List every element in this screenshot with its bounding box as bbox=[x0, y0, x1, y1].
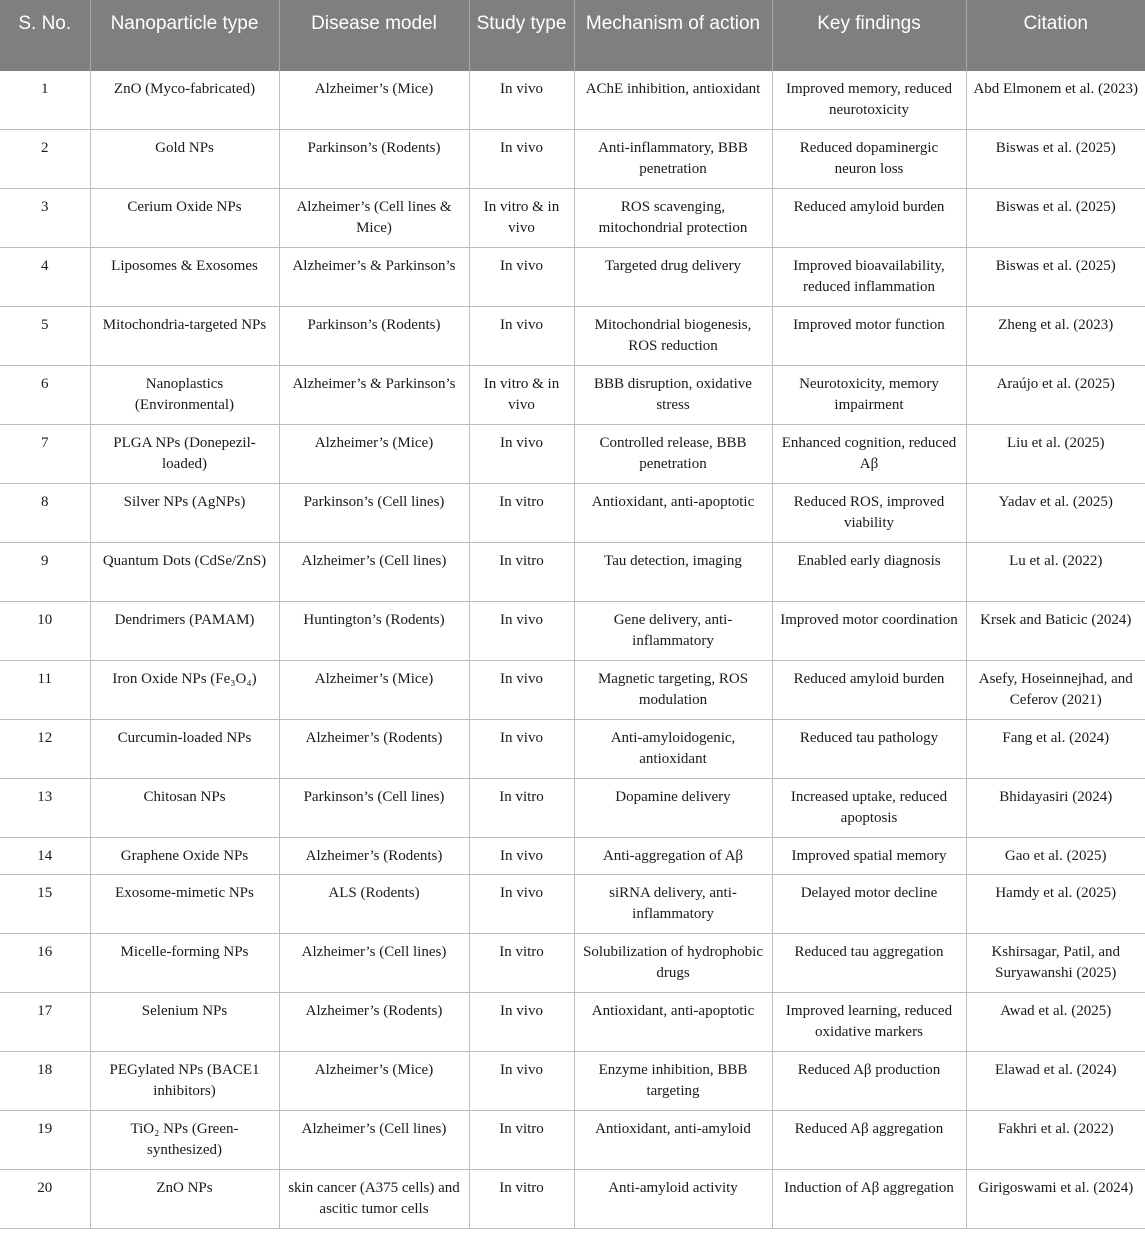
cell-study-type: In vivo bbox=[469, 661, 574, 720]
cell-mechanism: Gene delivery, anti-inflammatory bbox=[574, 602, 772, 661]
header-nanoparticle-type: Nanoparticle type bbox=[90, 0, 279, 71]
cell-citation: Asefy, Hoseinnejhad, and Ceferov (2021) bbox=[966, 661, 1145, 720]
cell-nanoparticle-type: Graphene Oxide NPs bbox=[90, 838, 279, 875]
cell-nanoparticle-type: Silver NPs (AgNPs) bbox=[90, 484, 279, 543]
cell-disease-model: Alzheimer’s (Mice) bbox=[279, 661, 469, 720]
cell-key-findings: Delayed motor decline bbox=[772, 875, 966, 934]
cell-study-type: In vitro bbox=[469, 1111, 574, 1170]
cell-serial-number: 4 bbox=[0, 248, 90, 307]
cell-key-findings: Reduced tau aggregation bbox=[772, 934, 966, 993]
table-row bbox=[0, 1052, 1145, 1111]
cell-nanoparticle-type: Cerium Oxide NPs bbox=[90, 189, 279, 248]
cell-study-type: In vivo bbox=[469, 425, 574, 484]
cell-serial-number: 8 bbox=[0, 484, 90, 543]
cell-mechanism: siRNA delivery, anti-inflammatory bbox=[574, 875, 772, 934]
cell-serial-number: 19 bbox=[0, 1111, 90, 1170]
table-row bbox=[0, 838, 1145, 875]
cell-citation: Abd Elmonem et al. (2023) bbox=[966, 71, 1145, 130]
cell-nanoparticle-type: Liposomes & Exosomes bbox=[90, 248, 279, 307]
cell-mechanism: Antioxidant, anti-apoptotic bbox=[574, 993, 772, 1052]
cell-nanoparticle-type: Quantum Dots (CdSe/ZnS) bbox=[90, 543, 279, 602]
cell-citation: Krsek and Baticic (2024) bbox=[966, 602, 1145, 661]
cell-key-findings: Reduced dopaminergic neuron loss bbox=[772, 130, 966, 189]
table-row bbox=[0, 71, 1145, 130]
table-row bbox=[0, 779, 1145, 838]
cell-serial-number: 18 bbox=[0, 1052, 90, 1111]
cell-serial-number: 16 bbox=[0, 934, 90, 993]
cell-study-type: In vivo bbox=[469, 248, 574, 307]
cell-serial-number: 10 bbox=[0, 602, 90, 661]
cell-disease-model: Alzheimer’s (Rodents) bbox=[279, 993, 469, 1052]
table-row bbox=[0, 1170, 1145, 1229]
cell-mechanism: Mitochondrial biogenesis, ROS reduction bbox=[574, 307, 772, 366]
cell-disease-model: Parkinson’s (Rodents) bbox=[279, 307, 469, 366]
cell-citation: Lu et al. (2022) bbox=[966, 543, 1145, 602]
cell-serial-number: 5 bbox=[0, 307, 90, 366]
cell-mechanism: Solubilization of hydrophobic drugs bbox=[574, 934, 772, 993]
cell-serial-number: 7 bbox=[0, 425, 90, 484]
cell-disease-model: Alzheimer’s (Cell lines) bbox=[279, 543, 469, 602]
cell-nanoparticle-type: ZnO NPs bbox=[90, 1170, 279, 1229]
cell-study-type: In vivo bbox=[469, 130, 574, 189]
table-row bbox=[0, 543, 1145, 602]
cell-key-findings: Reduced amyloid burden bbox=[772, 661, 966, 720]
cell-study-type: In vivo bbox=[469, 875, 574, 934]
cell-citation: Araújo et al. (2025) bbox=[966, 366, 1145, 425]
table-row bbox=[0, 661, 1145, 720]
cell-key-findings: Enabled early diagnosis bbox=[772, 543, 966, 602]
header-mechanism: Mechanism of action bbox=[574, 0, 772, 71]
cell-study-type: In vivo bbox=[469, 71, 574, 130]
cell-nanoparticle-type: Gold NPs bbox=[90, 130, 279, 189]
cell-mechanism: Antioxidant, anti-amyloid bbox=[574, 1111, 772, 1170]
cell-disease-model: Parkinson’s (Cell lines) bbox=[279, 484, 469, 543]
cell-citation: Girigoswami et al. (2024) bbox=[966, 1170, 1145, 1229]
cell-mechanism: Dopamine delivery bbox=[574, 779, 772, 838]
cell-serial-number: 14 bbox=[0, 838, 90, 875]
cell-key-findings: Induction of Aβ aggregation bbox=[772, 1170, 966, 1229]
cell-study-type: In vivo bbox=[469, 720, 574, 779]
cell-disease-model: ALS (Rodents) bbox=[279, 875, 469, 934]
cell-mechanism: Controlled release, BBB penetration bbox=[574, 425, 772, 484]
cell-mechanism: Antioxidant, anti-apoptotic bbox=[574, 484, 772, 543]
cell-study-type: In vivo bbox=[469, 602, 574, 661]
table-row bbox=[0, 934, 1145, 993]
cell-key-findings: Improved motor coordination bbox=[772, 602, 966, 661]
cell-citation: Bhidayasiri (2024) bbox=[966, 779, 1145, 838]
cell-nanoparticle-type: Mitochondria-targeted NPs bbox=[90, 307, 279, 366]
cell-key-findings: Reduced Aβ production bbox=[772, 1052, 966, 1111]
cell-disease-model: Alzheimer’s (Cell lines) bbox=[279, 934, 469, 993]
cell-serial-number: 12 bbox=[0, 720, 90, 779]
cell-mechanism: Anti-aggregation of Aβ bbox=[574, 838, 772, 875]
cell-disease-model: Alzheimer’s (Cell lines) bbox=[279, 1111, 469, 1170]
cell-disease-model: Alzheimer’s (Mice) bbox=[279, 71, 469, 130]
table-row bbox=[0, 425, 1145, 484]
cell-key-findings: Improved memory, reduced neurotoxicity bbox=[772, 71, 966, 130]
cell-key-findings: Improved learning, reduced oxidative markers bbox=[772, 993, 966, 1052]
cell-serial-number: 1 bbox=[0, 71, 90, 130]
cell-study-type: In vitro bbox=[469, 934, 574, 993]
cell-nanoparticle-type: Curcumin-loaded NPs bbox=[90, 720, 279, 779]
cell-key-findings: Improved motor function bbox=[772, 307, 966, 366]
cell-citation: Hamdy et al. (2025) bbox=[966, 875, 1145, 934]
table-row bbox=[0, 602, 1145, 661]
table-row bbox=[0, 248, 1145, 307]
table-row bbox=[0, 366, 1145, 425]
cell-disease-model: Alzheimer’s (Rodents) bbox=[279, 720, 469, 779]
cell-mechanism: Magnetic targeting, ROS modulation bbox=[574, 661, 772, 720]
cell-key-findings: Reduced amyloid burden bbox=[772, 189, 966, 248]
cell-study-type: In vitro & in vivo bbox=[469, 366, 574, 425]
cell-nanoparticle-type: Selenium NPs bbox=[90, 993, 279, 1052]
cell-study-type: In vivo bbox=[469, 838, 574, 875]
cell-serial-number: 11 bbox=[0, 661, 90, 720]
cell-nanoparticle-type: PLGA NPs (Donepezil-loaded) bbox=[90, 425, 279, 484]
cell-disease-model: skin cancer (A375 cells) and ascitic tumor cells bbox=[279, 1170, 469, 1229]
cell-serial-number: 17 bbox=[0, 993, 90, 1052]
cell-citation: Kshirsagar, Patil, and Suryawanshi (2025) bbox=[966, 934, 1145, 993]
cell-citation: Gao et al. (2025) bbox=[966, 838, 1145, 875]
cell-mechanism: BBB disruption, oxidative stress bbox=[574, 366, 772, 425]
cell-mechanism: ROS scavenging, mitochondrial protection bbox=[574, 189, 772, 248]
cell-disease-model: Parkinson’s (Rodents) bbox=[279, 130, 469, 189]
cell-citation: Awad et al. (2025) bbox=[966, 993, 1145, 1052]
header-study-type: Study type bbox=[469, 0, 574, 71]
table-row bbox=[0, 484, 1145, 543]
cell-mechanism: Tau detection, imaging bbox=[574, 543, 772, 602]
cell-key-findings: Improved spatial memory bbox=[772, 838, 966, 875]
cell-disease-model: Alzheimer’s (Cell lines & Mice) bbox=[279, 189, 469, 248]
cell-nanoparticle-type: Nanoplastics (Environmental) bbox=[90, 366, 279, 425]
cell-key-findings: Enhanced cognition, reduced Aβ bbox=[772, 425, 966, 484]
cell-mechanism: Anti-amyloidogenic, antioxidant bbox=[574, 720, 772, 779]
cell-nanoparticle-type: Iron Oxide NPs (Fe₃O₄) bbox=[90, 661, 279, 720]
cell-study-type: In vitro & in vivo bbox=[469, 189, 574, 248]
cell-nanoparticle-type: Exosome-mimetic NPs bbox=[90, 875, 279, 934]
cell-serial-number: 15 bbox=[0, 875, 90, 934]
table-row bbox=[0, 1111, 1145, 1170]
cell-key-findings: Reduced ROS, improved viability bbox=[772, 484, 966, 543]
cell-serial-number: 6 bbox=[0, 366, 90, 425]
cell-nanoparticle-type: PEGylated NPs (BACE1 inhibitors) bbox=[90, 1052, 279, 1111]
cell-nanoparticle-type: Chitosan NPs bbox=[90, 779, 279, 838]
cell-disease-model: Alzheimer’s & Parkinson’s bbox=[279, 248, 469, 307]
header-citation: Citation bbox=[966, 0, 1145, 71]
cell-disease-model: Huntington’s (Rodents) bbox=[279, 602, 469, 661]
header-key-findings: Key findings bbox=[772, 0, 966, 71]
header-serial-number: S. No. bbox=[0, 0, 90, 71]
cell-disease-model: Alzheimer’s (Mice) bbox=[279, 425, 469, 484]
cell-citation: Fang et al. (2024) bbox=[966, 720, 1145, 779]
cell-citation: Biswas et al. (2025) bbox=[966, 130, 1145, 189]
cell-key-findings: Neurotoxicity, memory impairment bbox=[772, 366, 966, 425]
cell-citation: Yadav et al. (2025) bbox=[966, 484, 1145, 543]
cell-study-type: In vivo bbox=[469, 1052, 574, 1111]
cell-study-type: In vitro bbox=[469, 543, 574, 602]
cell-serial-number: 2 bbox=[0, 130, 90, 189]
table-row bbox=[0, 189, 1145, 248]
cell-key-findings: Reduced Aβ aggregation bbox=[772, 1111, 966, 1170]
cell-citation: Fakhri et al. (2022) bbox=[966, 1111, 1145, 1170]
cell-key-findings: Increased uptake, reduced apoptosis bbox=[772, 779, 966, 838]
cell-citation: Zheng et al. (2023) bbox=[966, 307, 1145, 366]
cell-nanoparticle-type: Micelle-forming NPs bbox=[90, 934, 279, 993]
table-row bbox=[0, 307, 1145, 366]
cell-citation: Biswas et al. (2025) bbox=[966, 248, 1145, 307]
cell-nanoparticle-type: TiO₂ NPs (Green-synthesized) bbox=[90, 1111, 279, 1170]
cell-mechanism: Enzyme inhibition, BBB targeting bbox=[574, 1052, 772, 1111]
cell-key-findings: Improved bioavailability, reduced inflammation bbox=[772, 248, 966, 307]
cell-mechanism: Anti-amyloid activity bbox=[574, 1170, 772, 1229]
cell-serial-number: 13 bbox=[0, 779, 90, 838]
cell-nanoparticle-type: Dendrimers (PAMAM) bbox=[90, 602, 279, 661]
cell-citation: Biswas et al. (2025) bbox=[966, 189, 1145, 248]
cell-study-type: In vivo bbox=[469, 307, 574, 366]
cell-study-type: In vitro bbox=[469, 1170, 574, 1229]
cell-disease-model: Parkinson’s (Cell lines) bbox=[279, 779, 469, 838]
header-disease-model: Disease model bbox=[279, 0, 469, 71]
cell-key-findings: Reduced tau pathology bbox=[772, 720, 966, 779]
header-row bbox=[0, 0, 1145, 71]
table-row bbox=[0, 720, 1145, 779]
cell-disease-model: Alzheimer’s (Mice) bbox=[279, 1052, 469, 1111]
cell-study-type: In vitro bbox=[469, 779, 574, 838]
cell-serial-number: 9 bbox=[0, 543, 90, 602]
cell-disease-model: Alzheimer’s & Parkinson’s bbox=[279, 366, 469, 425]
cell-mechanism: AChE inhibition, antioxidant bbox=[574, 71, 772, 130]
cell-nanoparticle-type: ZnO (Myco-fabricated) bbox=[90, 71, 279, 130]
cell-serial-number: 3 bbox=[0, 189, 90, 248]
cell-mechanism: Anti-inflammatory, BBB penetration bbox=[574, 130, 772, 189]
cell-citation: Elawad et al. (2024) bbox=[966, 1052, 1145, 1111]
table-row bbox=[0, 993, 1145, 1052]
table-row bbox=[0, 130, 1145, 189]
cell-serial-number: 20 bbox=[0, 1170, 90, 1229]
table-row bbox=[0, 875, 1145, 934]
cell-citation: Liu et al. (2025) bbox=[966, 425, 1145, 484]
cell-disease-model: Alzheimer’s (Rodents) bbox=[279, 838, 469, 875]
cell-study-type: In vivo bbox=[469, 993, 574, 1052]
cell-mechanism: Targeted drug delivery bbox=[574, 248, 772, 307]
cell-study-type: In vitro bbox=[469, 484, 574, 543]
